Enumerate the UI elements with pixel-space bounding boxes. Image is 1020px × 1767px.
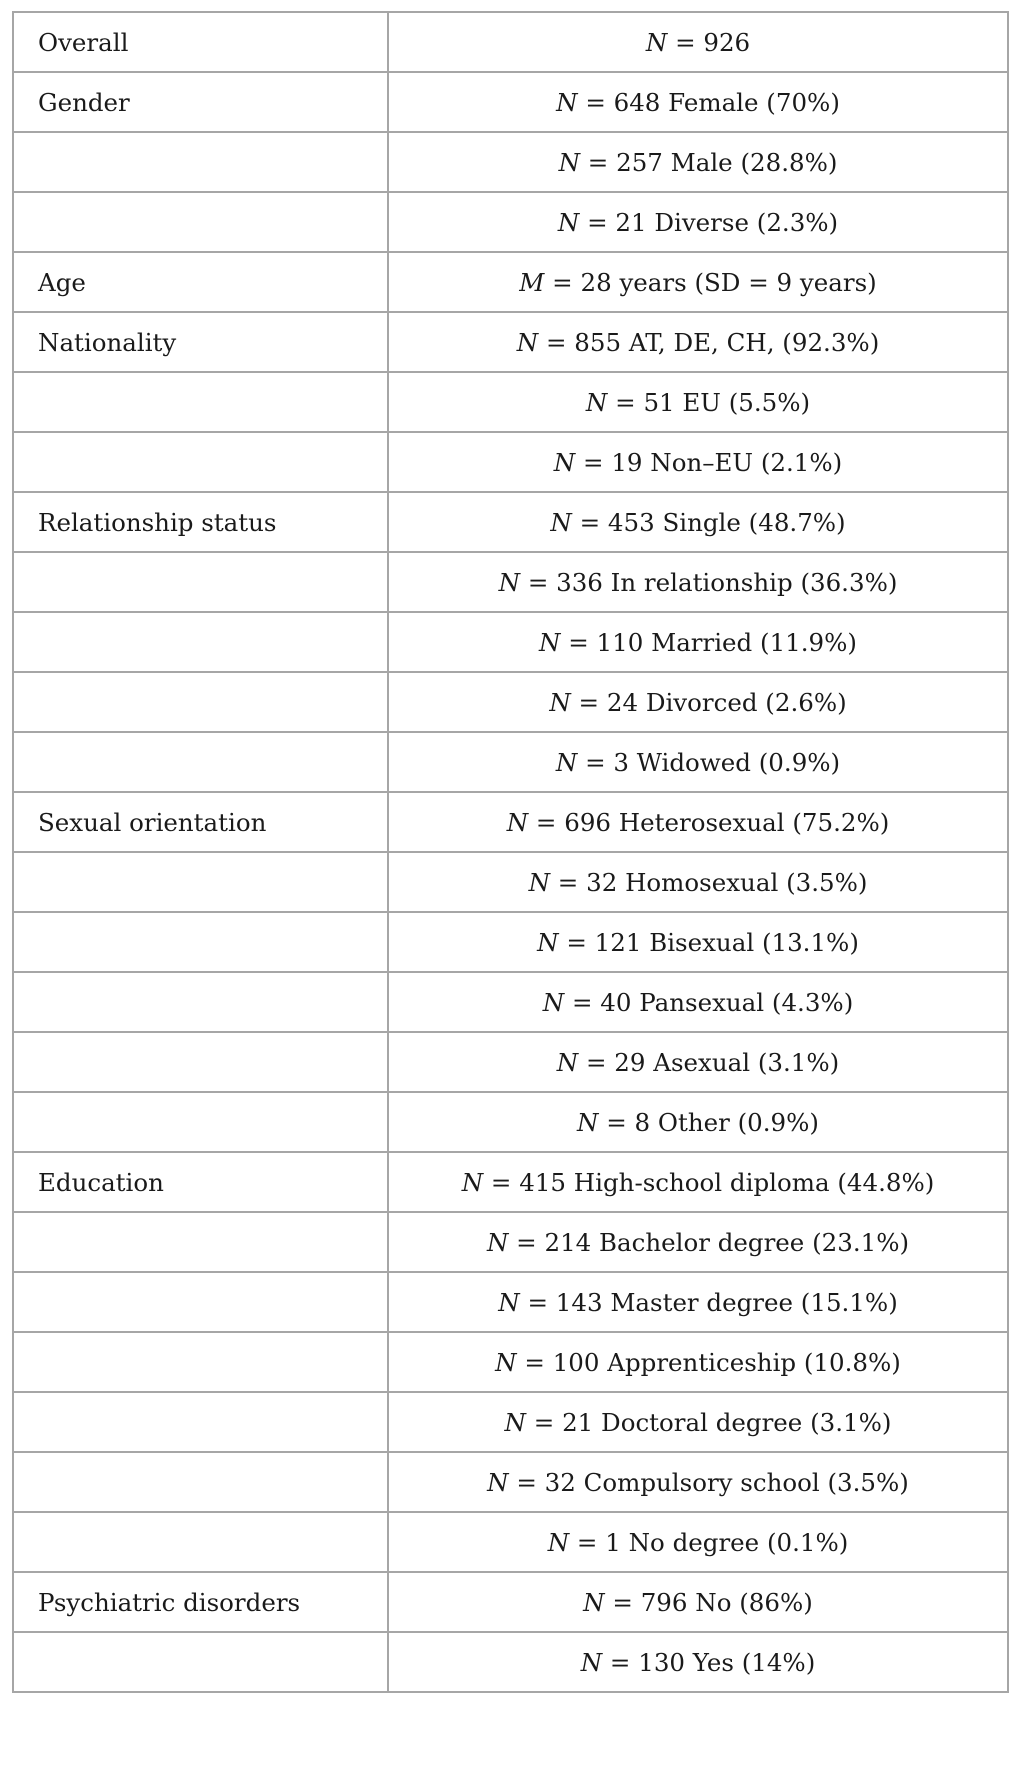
row-value xyxy=(388,672,1008,732)
row-label xyxy=(13,1452,388,1512)
stat-letter: N xyxy=(506,807,529,837)
row-label xyxy=(13,132,388,192)
stat-letter: N xyxy=(550,507,572,537)
stat-letter: N xyxy=(487,1467,509,1497)
stat-text: = 696 Heterosexual (75.2%) xyxy=(528,807,890,837)
table-row xyxy=(13,1452,1008,1512)
row-label xyxy=(13,1332,388,1392)
stat-text: = 110 Married (11.9%) xyxy=(560,627,857,657)
row-value xyxy=(388,732,1008,792)
stat-letter: N xyxy=(486,1227,509,1257)
table-row xyxy=(13,1512,1008,1572)
row-label: Psychiatric disorders xyxy=(13,1572,388,1632)
row-value xyxy=(388,1512,1008,1572)
row-value xyxy=(388,1632,1008,1692)
stat-letter: N xyxy=(516,327,539,357)
row-label xyxy=(13,912,388,972)
table-row xyxy=(13,972,1008,1032)
row-value xyxy=(388,912,1008,972)
table-row xyxy=(13,1332,1008,1392)
stat-letter: N xyxy=(495,1347,517,1377)
stat-letter: N xyxy=(585,387,608,417)
table-row xyxy=(13,1392,1008,1452)
row-label: Education xyxy=(13,1152,388,1212)
stat-text: = 1 No degree (0.1%) xyxy=(569,1527,849,1557)
stat-letter: N xyxy=(461,1167,484,1197)
stat-letter: N xyxy=(539,627,561,657)
demographics-table-container xyxy=(12,11,1009,1693)
row-value xyxy=(388,12,1008,72)
table-row xyxy=(13,612,1008,672)
stat-text: = 648 Female (70%) xyxy=(577,87,840,117)
row-label xyxy=(13,552,388,612)
row-label: Age xyxy=(13,252,388,312)
row-value xyxy=(388,612,1008,672)
row-label: Gender xyxy=(13,72,388,132)
stat-letter: M xyxy=(519,267,545,297)
row-value xyxy=(388,72,1008,132)
stat-text: = 926 xyxy=(667,27,751,57)
stat-text: = 130 Yes (14%) xyxy=(602,1647,816,1677)
stat-text: = 32 Compulsory school (3.5%) xyxy=(508,1467,909,1497)
stat-letter: N xyxy=(645,27,668,57)
stat-text: = 32 Homosexual (3.5%) xyxy=(550,867,868,897)
row-value xyxy=(388,252,1008,312)
table-body xyxy=(13,12,1008,1692)
row-label xyxy=(13,1392,388,1452)
stat-text: = 19 Non–EU (2.1%) xyxy=(575,447,843,477)
row-label xyxy=(13,192,388,252)
stat-text: = 257 Male (28.8%) xyxy=(580,147,838,177)
row-label xyxy=(13,1632,388,1692)
stat-text: = 21 Diverse (2.3%) xyxy=(579,207,839,237)
stat-text: = 214 Bachelor degree (23.1%) xyxy=(508,1227,910,1257)
stat-text: = 415 High-school diploma (44.8%) xyxy=(483,1167,935,1197)
table-row xyxy=(13,672,1008,732)
table-row xyxy=(13,132,1008,192)
table-row xyxy=(13,792,1008,852)
stat-letter: N xyxy=(547,1527,570,1557)
row-label: Relationship status xyxy=(13,492,388,552)
stat-text: = 855 AT, DE, CH, (92.3%) xyxy=(538,327,880,357)
row-value xyxy=(388,792,1008,852)
row-value xyxy=(388,1032,1008,1092)
row-value xyxy=(388,192,1008,252)
row-label xyxy=(13,432,388,492)
row-value xyxy=(388,312,1008,372)
row-value xyxy=(388,492,1008,552)
table-row xyxy=(13,912,1008,972)
stat-letter: N xyxy=(553,447,576,477)
stat-text: = 796 No (86%) xyxy=(604,1587,813,1617)
table-row xyxy=(13,1272,1008,1332)
row-value xyxy=(388,1452,1008,1512)
stat-letter: N xyxy=(555,747,578,777)
stat-text: = 121 Bisexual (13.1%) xyxy=(558,927,859,957)
table-row xyxy=(13,1092,1008,1152)
row-value xyxy=(388,432,1008,492)
row-label: Nationality xyxy=(13,312,388,372)
row-label: Overall xyxy=(13,12,388,72)
row-label: Sexual orientation xyxy=(13,792,388,852)
table-row xyxy=(13,432,1008,492)
stat-text: = 21 Doctoral degree (3.1%) xyxy=(525,1407,892,1437)
row-value xyxy=(388,1152,1008,1212)
stat-letter: N xyxy=(504,1407,526,1437)
row-label xyxy=(13,1272,388,1332)
table-row xyxy=(13,732,1008,792)
stat-letter: N xyxy=(528,867,550,897)
table-row xyxy=(13,372,1008,432)
table-row xyxy=(13,852,1008,912)
stat-letter: N xyxy=(577,1107,599,1137)
row-label xyxy=(13,852,388,912)
table-row xyxy=(13,1572,1008,1632)
stat-letter: N xyxy=(556,87,578,117)
row-value xyxy=(388,372,1008,432)
stat-text: = 29 Asexual (3.1%) xyxy=(578,1047,840,1077)
row-label xyxy=(13,672,388,732)
row-label xyxy=(13,972,388,1032)
table-row xyxy=(13,312,1008,372)
row-label xyxy=(13,732,388,792)
table-row xyxy=(13,192,1008,252)
stat-text: = 8 Other (0.9%) xyxy=(598,1107,819,1137)
stat-letter: N xyxy=(498,567,521,597)
demographics-table xyxy=(12,11,1009,1693)
stat-letter: N xyxy=(557,207,580,237)
row-label xyxy=(13,372,388,432)
row-value xyxy=(388,1332,1008,1392)
table-row xyxy=(13,1032,1008,1092)
stat-text: = 336 In relationship (36.3%) xyxy=(520,567,898,597)
row-value xyxy=(388,1092,1008,1152)
stat-letter: N xyxy=(542,987,565,1017)
row-label xyxy=(13,1032,388,1092)
stat-text: = 24 Divorced (2.6%) xyxy=(570,687,847,717)
row-label xyxy=(13,612,388,672)
table-row xyxy=(13,552,1008,612)
table-row xyxy=(13,252,1008,312)
row-value xyxy=(388,1272,1008,1332)
stat-letter: N xyxy=(549,687,571,717)
stat-letter: N xyxy=(558,147,580,177)
stat-text: = 453 Single (48.7%) xyxy=(571,507,846,537)
table-row xyxy=(13,1632,1008,1692)
row-value xyxy=(388,1572,1008,1632)
stat-text: = 143 Master degree (15.1%) xyxy=(519,1287,898,1317)
row-value xyxy=(388,1212,1008,1272)
stat-text: = 28 years (SD = 9 years) xyxy=(544,267,877,297)
table-row xyxy=(13,12,1008,72)
row-label xyxy=(13,1512,388,1572)
stat-text: = 3 Widowed (0.9%) xyxy=(577,747,841,777)
stat-text: = 40 Pansexual (4.3%) xyxy=(564,987,854,1017)
stat-letter: N xyxy=(583,1587,605,1617)
row-value xyxy=(388,132,1008,192)
table-row xyxy=(13,1212,1008,1272)
stat-letter: N xyxy=(537,927,559,957)
row-value xyxy=(388,552,1008,612)
stat-text: = 51 EU (5.5%) xyxy=(607,387,811,417)
row-value xyxy=(388,972,1008,1032)
row-value xyxy=(388,1392,1008,1452)
table-row xyxy=(13,492,1008,552)
table-row xyxy=(13,72,1008,132)
table-row xyxy=(13,1152,1008,1212)
row-label xyxy=(13,1212,388,1272)
stat-letter: N xyxy=(556,1047,579,1077)
row-label xyxy=(13,1092,388,1152)
stat-letter: N xyxy=(580,1647,603,1677)
row-value xyxy=(388,852,1008,912)
stat-text: = 100 Apprenticeship (10.8%) xyxy=(516,1347,901,1377)
stat-letter: N xyxy=(498,1287,520,1317)
